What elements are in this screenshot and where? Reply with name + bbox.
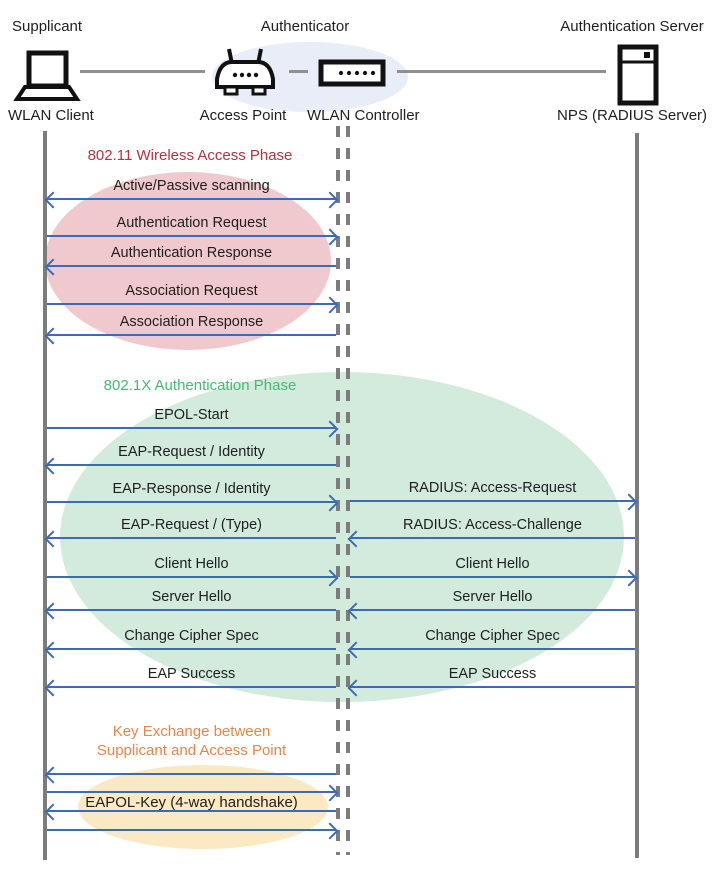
message-label: Active/Passive scanning: [113, 178, 270, 194]
eapol-key-arrow-4: [46, 807, 337, 837]
message-label: Association Response: [119, 314, 264, 330]
arrow-shaft: [350, 609, 635, 611]
message-label: Client Hello: [455, 556, 530, 572]
message-label: RADIUS: Access-Request: [408, 480, 577, 496]
arrow-shaft: [47, 648, 336, 650]
auth-server-role-label: Authentication Server: [560, 18, 704, 35]
arrow-shaft: [47, 198, 336, 200]
arrow-shaft: [47, 829, 336, 831]
arrow-shaft: [47, 686, 336, 688]
message-label: Client Hello: [154, 556, 229, 572]
nps-radius-server-label: NPS (RADIUS Server): [557, 107, 708, 124]
message-client-hello-radius: [349, 554, 636, 584]
arrow-shaft: [47, 537, 336, 539]
message-label: Authentication Request: [116, 215, 267, 231]
arrow-shaft: [350, 686, 635, 688]
message-association-request: [46, 281, 337, 311]
message-eap-request-identity: [46, 442, 337, 472]
access-point-icon: [212, 46, 278, 100]
key-exchange-title-line1: Key Exchange between: [112, 723, 271, 740]
message-label: Change Cipher Spec: [425, 628, 560, 644]
message-eap-success-radius: [349, 664, 636, 694]
arrow-shaft: [47, 501, 336, 503]
message-label: Server Hello: [151, 589, 232, 605]
dot1x-phase-title: 802.1X Authentication Phase: [103, 377, 297, 394]
message-label: Server Hello: [452, 589, 533, 605]
wireless-phase-title: 802.11 Wireless Access Phase: [87, 147, 293, 164]
message-eap-request-type: [46, 515, 337, 545]
wlan-client-label: WLAN Client: [8, 107, 94, 124]
message-label: EAP-Request / (Type): [120, 517, 263, 533]
arrow-shaft: [47, 235, 336, 237]
arrow-shaft: [350, 648, 635, 650]
arrow-shaft: [47, 609, 336, 611]
message-association-response: [46, 312, 337, 342]
message-label: EAP-Response / Identity: [112, 481, 271, 497]
message-label: EAP Success: [448, 666, 537, 682]
arrow-shaft: [47, 303, 336, 305]
message-authentication-request: [46, 213, 337, 243]
arrow-shaft: [350, 537, 635, 539]
message-label: Authentication Response: [110, 245, 273, 261]
message-radius-access-request: [349, 478, 636, 508]
arrow-shaft: [47, 265, 336, 267]
message-label: EPOL-Start: [154, 407, 229, 423]
arrowhead-right-icon: [322, 823, 339, 840]
message-change-cipher-spec-radius: [349, 626, 636, 656]
message-label: EAP-Request / Identity: [118, 444, 265, 460]
message-label: EAP Success: [147, 666, 236, 682]
key-exchange-title-line2: Supplicant and Access Point: [96, 742, 287, 759]
laptop-icon: [12, 50, 82, 104]
arrow-shaft: [47, 334, 336, 336]
client-ap-link-line: [80, 70, 205, 73]
message-active-passive-scanning: [46, 176, 337, 206]
message-authentication-response: [46, 243, 337, 273]
wlan-controller-label: WLAN Controller: [307, 107, 420, 124]
message-eap-response-identity: [46, 479, 337, 509]
controller-server-link-line: [397, 70, 606, 73]
server-icon: [616, 44, 660, 106]
message-server-hello-radius: [349, 587, 636, 617]
eapol-key-label: EAPOL-Key (4-way handshake): [85, 794, 298, 811]
ap-controller-link-line: [289, 70, 308, 73]
message-label: RADIUS: Access-Challenge: [403, 517, 582, 533]
message-radius-access-challenge: [349, 515, 636, 545]
arrow-shaft: [350, 576, 635, 578]
wlan-controller-icon: [318, 59, 386, 87]
message-change-cipher-spec: [46, 626, 337, 656]
message-epol-start: [46, 405, 337, 435]
arrow-shaft: [47, 576, 336, 578]
arrow-shaft: [350, 500, 635, 502]
message-label: Change Cipher Spec: [124, 628, 259, 644]
supplicant-role-label: Supplicant: [12, 18, 83, 35]
message-client-hello: [46, 554, 337, 584]
message-server-hello: [46, 587, 337, 617]
arrow-shaft: [47, 464, 336, 466]
access-point-label: Access Point: [199, 107, 287, 124]
authenticator-role-label: Authenticator: [260, 18, 350, 35]
message-eap-success: [46, 664, 337, 694]
arrow-shaft: [47, 427, 336, 429]
message-label: Association Request: [125, 283, 258, 299]
